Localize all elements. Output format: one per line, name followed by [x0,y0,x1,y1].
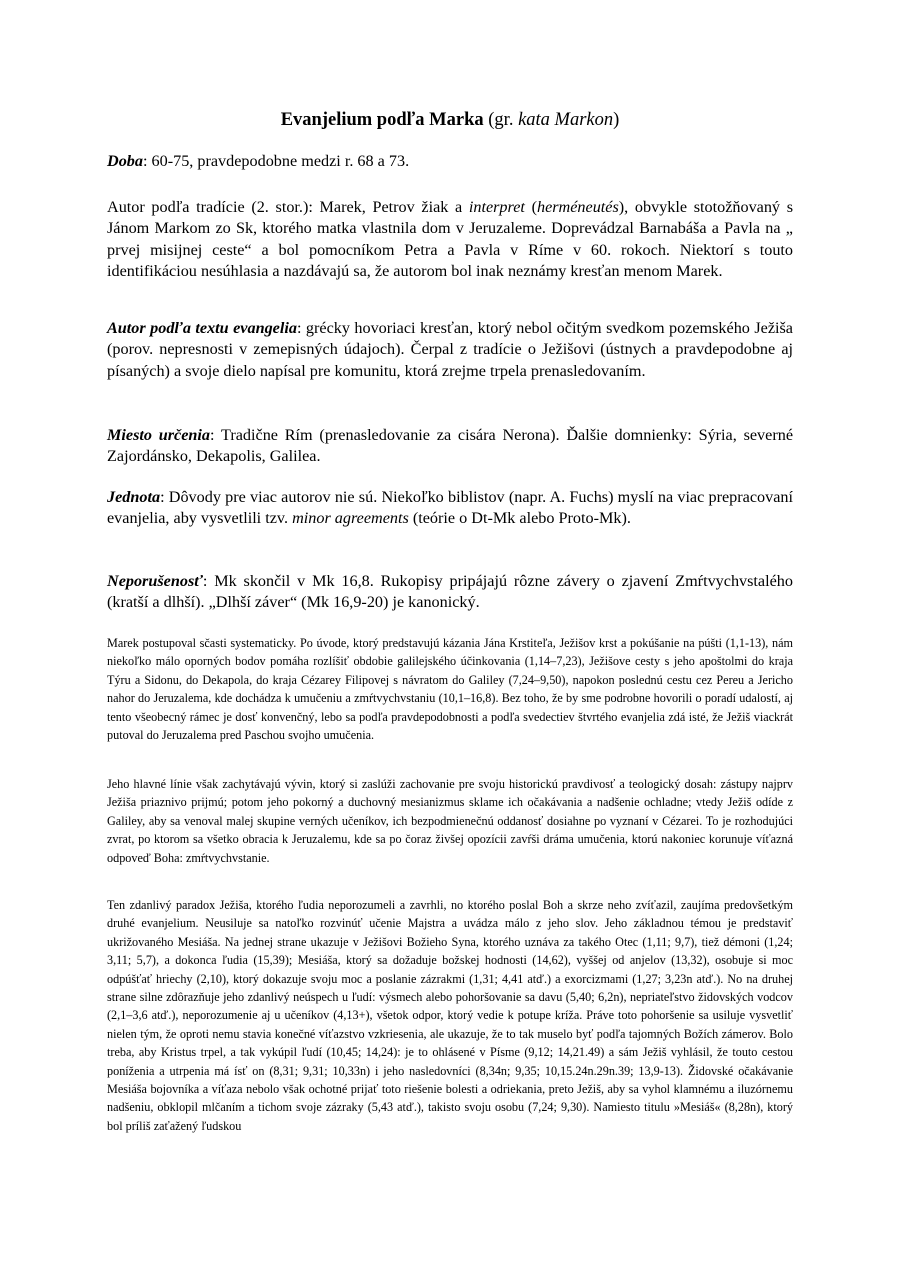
autor-tradicia-t2: ( [524,198,537,216]
doba-label: Doba [107,152,143,170]
jednota-t1: : Dôvody pre viac autorov nie sú. Niekoľko biblistov (napr. A. Fuchs) myslí na viac prepracovaní evanjelia, aby vysvetlili tzv. [107,488,793,528]
body-paragraph-3: Ten zdanlivý paradox Ježiša, ktorého ľudia neporozumeli a zavrhli, no ktorého poslal Boh a skrze neho zvíťazil, zaujíma predovšetkým druhé evanjelium. Neusiluje sa natoľko rozvinúť učenie Majstra a uvádza málo z jeho slov. Jeho základnou témou je predstaviť ukrižovaného Mesiáša. Na jednej strane ukazuje v Ježišovi Božieho Syna, ktorého uznáva za takého Otec (1,11; 9,7), tiež démoni (1,24; 3,11; 5,7), a dokonca ľudia (15,39); Mesiáša, ktorý sa dožaduje božskej hodnosti (14,62), vyššej od anjelov (13,32), osobuje si moc odpúšťať hriechy (2,10), ktorý dokazuje svoju moc a poslanie zázrakmi (1,31; 4,41 atď.) a exorcizmami (1,27; 3,23n atď.). No na druhej strane silne zdôrazňuje jeho zdanlivý neúspech u ľudí: výsmech alebo pohoršovanie sa davu (5,40; 6,2n), nepriateľstvo židovských vodcov (2,1–3,6 atď.), neporozumenie aj u učeníkov (4,13+), všetok odpor, ktorý vedie k potupe kríža. Práve toto pohoršenie sa usiluje vysvetliť nielen tým, že oproti nemu stavia konečné víťazstvo vzkriesenia, ale ukazuje, že to tak muselo byť podľa tajomných Božích zámerov. Bolo treba, aby Kristus trpel, a tak vykúpil ľudí (10,45; 14,24): je to ohlásené v Písme (9,12; 14,21.49) a sám Ježiš vyhlásil, že touto cestou poníženia a utrpenia má ísť on (8,31; 9,31; 10,33n) i jeho nasledovníci (8,34n; 9,35; 10,15.24n.29n.39; 13,9-13). Židovské očakávanie Mesiáša bojovníka a víťaza nebolo však ochotné prijať toto riešenie bolesti a odriekania, preto Ježiš, aby sa vyhol klamnému a iluzórnemu nadšeniu, obklopil mlčaním a tichom svoje zázraky (5,43 atď.), takisto svoju osobu (7,24; 9,30). Namiesto titulu »Mesiáš« (8,28n), ktorý bol príliš zaťažený ľudskou [107,898,793,1133]
title-greek: kata Markon [518,110,614,130]
title-main: Evanjelium podľa Marka [280,110,484,130]
paragraph-autor-tradicia [107,197,793,283]
title-paren-open: (gr. [483,110,519,130]
paragraph-miesto [107,425,793,468]
document-title [107,108,793,132]
autor-tradicia-t3: ), obvykle stotožňovaný s Jánom Markom zo Sk, ktorého matka vlastnila dom v Jeruzaleme. Doprevádzal Barnabáša a Pavla na „ prvej misijnej ceste“ a bol pomocníkom Petra a Pavla v Ríme v 60. rokoch. Niektorí s touto identifikáciou nesúhlasia a nazdávajú sa, že autorom bol inak neznámy kresťan menom Marek. [107,198,793,281]
paragraph-doba [107,151,793,172]
miesto-label: Miesto určenia [107,426,211,444]
autor-tradicia-i1: interpret [468,198,525,216]
body-paragraph-1: Marek postupoval sčasti systematicky. Po úvode, ktorý predstavujú kázania Jána Krstiteľa, Ježišov krst a pokúšanie na púšti (1,1-13), nám niekoľko málo oporných bodov pomáha rozlíšiť obdobie galilejského účinkovania (1,14–7,23), Ježišove cesty s jeho apoštolmi do kraja Týru a Sidonu, do Dekapola, do kraja Cézarey Filipovej s návratom do Galiley (7,24–9,50), napokon poslednú cestu cez Pereu a Jericho nahor do Jeruzalema, kde dochádza k umučeniu a zmŕtvychvstaniu (10,1–16,8). Bez toho, že by sme podrobne hovorili o poradí udalostí, aj tento všeobecný rámec je dosť konvenčný, lebo sa podľa pravdepodobnosti a podľa svedectiev štvrtého evanjelia zdá isté, že Ježiš viackrát putoval do Jeruzalema pred Paschou svojho umučenia. [107,636,793,743]
autor-text-label: Autor podľa textu evangelia [107,319,297,337]
neporusenost-text: : Mk skončil v Mk 16,8. Rukopisy pripájajú rôzne závery o zjavení Zmŕtvychvstalého (kratší a dlhší). „Dlhší záver“ (Mk 16,9-20) je kanonický. [107,572,793,612]
autor-text-text: : grécky hovoriaci kresťan, ktorý nebol očitým svedkom pozemského Ježiša (porov. nepresnosti v zemepisných údajoch). Čerpal z tradície o Ježišovi (ústnych a pravdepodobne aj písaných) a svoje dielo napísal pre komunitu, ktorá zrejme trpela prenasledovaním. [107,319,793,380]
paragraph-jednota [107,487,793,530]
neporusenost-label: Neporušenosť [107,572,203,590]
autor-tradicia-t1: Autor podľa tradície (2. stor.): Marek, Petrov žiak a [107,198,469,216]
doba-text: : 60-75, pravdepodobne medzi r. 68 a 73. [142,152,410,170]
title-paren-close: ) [613,110,620,130]
autor-tradicia-i2: herméneutés [536,198,619,216]
body-paragraph-2: Jeho hlavné línie však zachytávajú vývin, ktorý si zaslúži zachovanie pre svoju historickú pravdivosť a teologický dosah: zástupy najprv Ježiša priaznivo prijmú; potom jeho pokorný a duchovný mesianizmus sklame ich očakávania a nadšenie ochladne; vtedy Ježiš odíde z Galiley, aby sa venoval malej skupine verných učeníkov, ich bezpodmienečnú oddanosť dosiahne po vyznaní v Cézarei. To je rozhodujúci zvrat, po ktorom sa všetko obracia k Jeruzalemu, kde sa po čoraz živšej opozícii zavŕši dráma umučenia, ktorú nakoniec korunuje víťazná odpoveď Boha: zmŕtvychvstanie. [107,777,793,865]
jednota-i1: minor agreements [292,509,409,528]
miesto-text: : Tradične Rím (prenasledovanie za cisára Nerona). Ďalšie domnienky: Sýria, severné Zajordánsko, Dekapolis, Galilea. [107,426,794,466]
paragraph-neporusenost [107,571,793,614]
paragraph-autor-text [107,318,793,382]
jednota-label: Jednota [107,488,161,506]
jednota-t2: (teórie o Dt-Mk alebo Proto-Mk). [408,509,631,528]
